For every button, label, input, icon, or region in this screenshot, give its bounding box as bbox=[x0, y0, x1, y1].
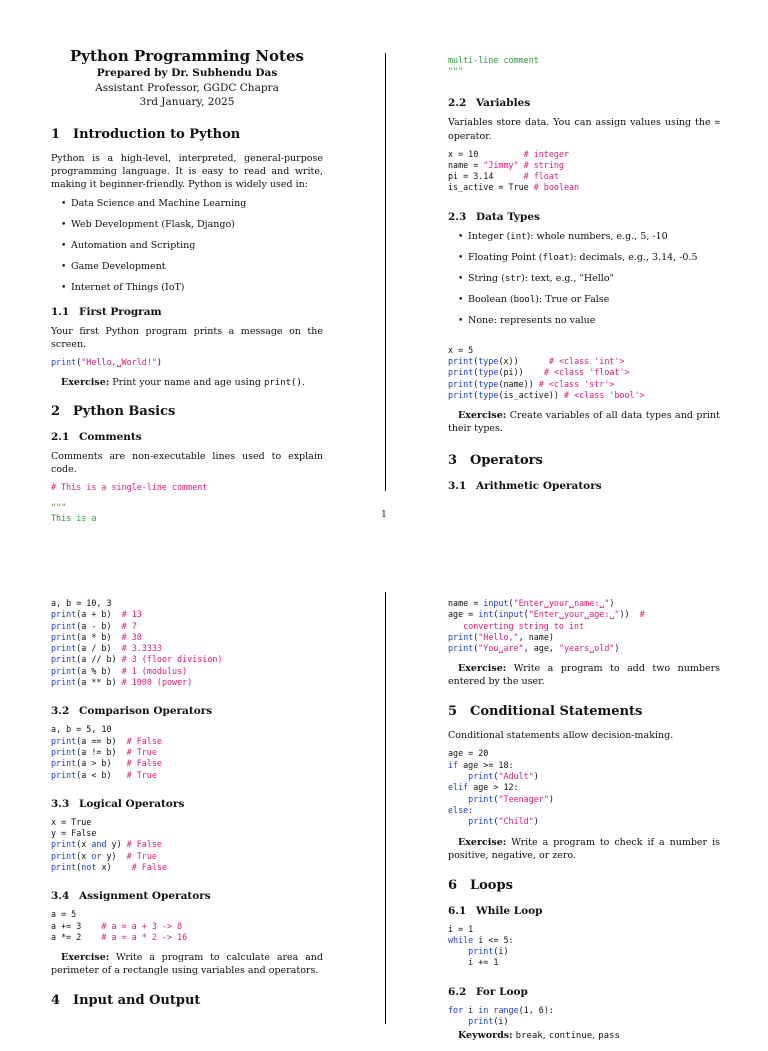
exercise-text: Print your name and age using bbox=[112, 377, 261, 389]
code-token: (x bbox=[76, 850, 92, 861]
arithmetic-code bbox=[51, 598, 323, 688]
code-token: # 1 (modulus) bbox=[121, 665, 188, 676]
code-token: x = 10 bbox=[448, 148, 524, 159]
document-title: Python Programming Notes bbox=[70, 47, 304, 65]
exercise-label: Exercise: bbox=[61, 952, 110, 964]
data-type-code: float bbox=[542, 252, 570, 263]
code-token: print bbox=[468, 1016, 494, 1027]
logical-code bbox=[51, 817, 323, 873]
code-token: print bbox=[448, 356, 474, 367]
code-token: ( bbox=[473, 378, 479, 389]
code-token: not bbox=[81, 862, 97, 873]
page2-left-column bbox=[51, 596, 323, 1018]
code-token: (a < b) bbox=[76, 769, 127, 780]
subsection-title: For Loop bbox=[476, 985, 528, 998]
code-token: # bbox=[639, 609, 645, 620]
code-token: print bbox=[448, 389, 474, 400]
code-token: ) bbox=[609, 598, 615, 608]
code-token: elif bbox=[448, 782, 469, 793]
section-title: Python Basics bbox=[73, 404, 176, 420]
code-token: x) bbox=[96, 862, 132, 873]
section-title: Introduction to Python bbox=[73, 127, 241, 142]
multi-line-comment-code-end bbox=[448, 55, 720, 78]
exercise-end: . bbox=[301, 377, 305, 389]
code-token: ) bbox=[548, 793, 554, 804]
exercise-2 bbox=[448, 409, 720, 435]
assignment-operator: = bbox=[714, 117, 720, 128]
code-token: print bbox=[51, 862, 77, 873]
code-token: pi = 3.14 bbox=[448, 171, 524, 182]
code-token: # float bbox=[523, 171, 559, 182]
code-token: i bbox=[463, 1004, 479, 1015]
section-number: 2 bbox=[51, 404, 61, 420]
subsection-number: 2.1 bbox=[51, 431, 70, 444]
keywords-label: Keywords: bbox=[458, 1030, 513, 1042]
code-token: print bbox=[468, 771, 494, 782]
subsection-heading-variables bbox=[448, 96, 720, 110]
code-token: (pi)) bbox=[498, 367, 544, 378]
code-token: # <class 'int'> bbox=[548, 356, 625, 367]
code-token: ) bbox=[614, 643, 620, 654]
comments-paragraph: Comments are non-executable lines used to explain code. bbox=[51, 451, 323, 476]
code-token bbox=[448, 1016, 468, 1026]
list-item: • Automation and Scripting bbox=[61, 239, 323, 253]
code-token: "Jimmy" bbox=[483, 159, 519, 170]
exercise-1 bbox=[51, 376, 323, 390]
code-token: ( bbox=[508, 598, 514, 608]
section-heading-loops bbox=[448, 878, 720, 894]
variables-text-end: operator. bbox=[448, 130, 492, 142]
code-token: a *= 2 bbox=[51, 931, 102, 942]
section-title: Loops bbox=[470, 877, 513, 893]
code-token: This is a bbox=[51, 512, 97, 523]
code-token: (a % b) bbox=[76, 665, 122, 676]
subsection-title: Variables bbox=[476, 96, 531, 109]
code-token: print bbox=[51, 769, 77, 780]
code-token: ( bbox=[493, 771, 499, 782]
subsection-title: Comments bbox=[79, 431, 142, 444]
code-token: (name)) bbox=[498, 378, 539, 389]
code-token: print bbox=[51, 654, 77, 665]
code-token: (a / b) bbox=[76, 643, 122, 654]
code-token bbox=[448, 794, 468, 804]
code-token: (a * b) bbox=[76, 631, 122, 642]
subsection-heading-data-types bbox=[448, 210, 720, 224]
code-token: # False bbox=[126, 735, 162, 746]
code-token: (i) bbox=[493, 1016, 509, 1027]
exercise-text: Write a program to calculate area and perimeter of a rectangle using variables and operators. bbox=[51, 952, 323, 977]
subsection-title: While Loop bbox=[476, 904, 543, 917]
list-item: • Data Science and Machine Learning bbox=[61, 197, 323, 211]
code-token: type bbox=[478, 378, 499, 389]
code-token: ( bbox=[473, 631, 479, 642]
code-token: # 1000 (power) bbox=[121, 677, 193, 688]
section-number: 5 bbox=[448, 704, 458, 720]
subsection-heading-assignment-operators bbox=[51, 889, 323, 903]
data-type-code: int bbox=[510, 231, 527, 242]
code-token: # 30 bbox=[121, 631, 142, 642]
first-program-paragraph: Your first Python program prints a message on the screen. bbox=[51, 326, 323, 350]
subsection-heading-while-loop bbox=[448, 904, 720, 918]
code-token: type bbox=[478, 356, 499, 367]
code-token: # a = a + 3 -> 8 bbox=[101, 920, 183, 931]
code-token: multi-line comment bbox=[448, 55, 539, 65]
section-title: Input and Output bbox=[73, 993, 201, 1009]
code-token: i <= 5: bbox=[473, 934, 514, 945]
keyword-separator: , bbox=[592, 1030, 599, 1042]
code-token: ( bbox=[76, 357, 82, 367]
variables-text-start: Variables store data. You can assign values using the bbox=[448, 116, 711, 128]
code-token: ) bbox=[156, 357, 162, 367]
code-token: input bbox=[483, 598, 509, 608]
document-date: 3rd January, 2025 bbox=[139, 96, 235, 108]
code-token: input bbox=[498, 609, 524, 620]
exercise-4 bbox=[448, 662, 720, 688]
code-token: type bbox=[478, 389, 499, 400]
code-token: # True bbox=[126, 769, 157, 780]
code-token: # 3.3333 bbox=[121, 643, 162, 654]
exercise-text: Write a program to add two numbers entered by the user. bbox=[448, 663, 720, 688]
code-token: "Hello," bbox=[478, 631, 519, 642]
section-number: 1 bbox=[51, 127, 61, 142]
while-loop-code bbox=[448, 924, 720, 969]
code-token: "Enter␣your␣age:␣" bbox=[528, 609, 620, 620]
code-token: "You␣are" bbox=[478, 643, 524, 654]
code-token: ( bbox=[473, 356, 479, 367]
subsection-number: 2.3 bbox=[448, 210, 467, 223]
code-token: (a + b) bbox=[76, 609, 122, 620]
subsection-title: Assignment Operators bbox=[79, 890, 211, 903]
code-token: "Adult" bbox=[498, 771, 534, 782]
document-affiliation: Assistant Professor, GGDC Chapra bbox=[95, 82, 279, 94]
code-token: # <class 'float'> bbox=[543, 367, 630, 378]
title-block bbox=[51, 46, 323, 109]
page2-right-column bbox=[448, 596, 720, 1051]
data-type-desc: ): whole numbers, e.g., 5, -10 bbox=[526, 230, 668, 242]
code-token: range bbox=[493, 1004, 519, 1015]
section-number: 6 bbox=[448, 877, 458, 893]
code-token: ) bbox=[533, 771, 539, 782]
data-type-text: None: represents no value bbox=[468, 314, 596, 326]
code-token: print bbox=[51, 665, 77, 676]
assignment-code bbox=[51, 909, 323, 943]
code-token: (a // b) bbox=[76, 654, 122, 665]
code-token: type bbox=[478, 367, 499, 378]
uses-list bbox=[51, 197, 323, 295]
code-token: # integer bbox=[523, 148, 570, 159]
code-token: (a > b) bbox=[76, 758, 127, 769]
code-token: ( bbox=[473, 643, 479, 654]
code-token: ( bbox=[493, 793, 499, 804]
conditional-code bbox=[448, 748, 720, 827]
subsection-number: 3.3 bbox=[51, 797, 70, 810]
code-token: print bbox=[448, 643, 474, 654]
exercise-5 bbox=[448, 836, 720, 862]
exercise-label: Exercise: bbox=[458, 663, 507, 675]
code-token: ( bbox=[473, 367, 479, 378]
subsection-title: Arithmetic Operators bbox=[476, 480, 602, 493]
code-token: ( bbox=[473, 389, 479, 400]
code-token: a, b = 5, 10 bbox=[51, 724, 112, 735]
page1-right-column bbox=[448, 53, 720, 499]
subsection-heading-first-program bbox=[51, 305, 323, 319]
code-token: i += 1 bbox=[448, 957, 499, 968]
section-heading-introduction bbox=[51, 127, 323, 143]
code-token: print bbox=[51, 746, 77, 757]
code-token: "Enter␣your␣name:␣" bbox=[513, 598, 610, 608]
code-token: ( bbox=[493, 609, 499, 620]
code-token: (a ** b) bbox=[76, 677, 122, 688]
code-token: """ bbox=[51, 501, 67, 512]
data-type-desc: ): True or False bbox=[535, 293, 610, 305]
list-item: • Internet of Things (IoT) bbox=[61, 281, 323, 295]
code-token: # False bbox=[126, 839, 162, 850]
code-token: print bbox=[51, 735, 77, 746]
code-token: ( bbox=[76, 862, 82, 873]
subsection-title: Data Types bbox=[476, 210, 540, 223]
subsection-number: 2.2 bbox=[448, 96, 467, 109]
code-token: # False bbox=[131, 862, 167, 873]
code-token: print bbox=[448, 367, 474, 378]
data-type-item bbox=[458, 293, 720, 307]
code-token: age >= 18: bbox=[458, 759, 514, 770]
code-token: (is_active)) bbox=[498, 389, 564, 400]
code-token: ) bbox=[533, 816, 539, 827]
code-token: "Teenager" bbox=[498, 793, 549, 804]
data-type-item bbox=[458, 272, 720, 286]
code-token: print bbox=[51, 850, 77, 861]
data-type-desc: ): text, e.g., "Hello" bbox=[521, 272, 614, 284]
subsection-number: 3.4 bbox=[51, 890, 70, 903]
code-token: # False bbox=[126, 758, 162, 769]
document-author: Prepared by Dr. Subhendu Das bbox=[96, 67, 278, 79]
code-token: (x)) bbox=[498, 356, 549, 367]
code-token: , age, bbox=[523, 643, 559, 654]
code-token: print bbox=[448, 631, 474, 642]
subsection-heading-arithmetic-operators bbox=[448, 479, 720, 493]
code-token: # True bbox=[126, 746, 157, 757]
input-output-code bbox=[448, 598, 720, 654]
code-token: # boolean bbox=[533, 182, 580, 193]
code-token: in bbox=[478, 1004, 489, 1015]
exercise-label: Exercise: bbox=[61, 377, 110, 389]
code-token: "Child" bbox=[498, 816, 534, 827]
code-token: # True bbox=[126, 850, 157, 861]
code-token: "Hello,␣World!" bbox=[81, 357, 157, 367]
code-token: print bbox=[468, 793, 494, 804]
code-token: name = bbox=[448, 598, 484, 608]
single-line-comment-code bbox=[51, 482, 323, 493]
code-token: print bbox=[51, 609, 77, 620]
code-token: # string bbox=[523, 159, 564, 170]
code-token bbox=[448, 771, 468, 781]
code-token: ( bbox=[523, 609, 529, 620]
code-token: age = bbox=[448, 609, 479, 620]
section-number: 3 bbox=[448, 453, 458, 469]
data-type-text: Integer ( bbox=[468, 230, 511, 242]
conditional-paragraph: Conditional statements allow decision-making. bbox=[448, 730, 674, 742]
subsection-heading-logical-operators bbox=[51, 797, 323, 811]
list-item: • Game Development bbox=[61, 260, 323, 274]
data-type-text: String ( bbox=[468, 272, 505, 284]
code-token: if bbox=[448, 759, 459, 770]
code-token: (a - b) bbox=[76, 620, 122, 631]
code-token: else bbox=[448, 804, 469, 815]
column-divider bbox=[385, 53, 386, 491]
keyword-pass: pass bbox=[598, 1031, 620, 1042]
subsection-heading-for-loop bbox=[448, 985, 720, 999]
code-token: i = 1 bbox=[448, 923, 474, 934]
subsection-number: 6.1 bbox=[448, 904, 467, 917]
data-type-code: bool bbox=[513, 294, 536, 305]
code-token: # 3 (floor division) bbox=[121, 654, 223, 665]
code-token: for bbox=[448, 1004, 464, 1015]
exercise-3 bbox=[51, 951, 323, 977]
code-token: (i) bbox=[493, 946, 509, 957]
code-token: and bbox=[91, 839, 107, 850]
code-token: (a != b) bbox=[76, 746, 127, 757]
code-token: (x bbox=[76, 839, 92, 850]
subsection-number: 3.2 bbox=[51, 705, 70, 718]
variables-paragraph bbox=[448, 116, 720, 143]
section-number: 4 bbox=[51, 993, 61, 1009]
code-token: int bbox=[478, 609, 494, 620]
code-token: age = 20 bbox=[448, 748, 489, 759]
data-type-text: Boolean ( bbox=[468, 293, 514, 305]
keyword-break: break bbox=[515, 1031, 543, 1042]
subsection-number: 6.2 bbox=[448, 985, 467, 998]
subsection-number: 1.1 bbox=[51, 306, 70, 318]
exercise-text: Write a program to check if a number is positive, negative, or zero. bbox=[448, 836, 720, 861]
first-program-code bbox=[51, 357, 323, 368]
exercise-label: Exercise: bbox=[458, 836, 507, 848]
subsection-title: Logical Operators bbox=[79, 797, 185, 810]
data-type-desc: ): decimals, e.g., 3.14, -0.5 bbox=[569, 251, 698, 263]
exercise-text: Create variables of all data types and print their types. bbox=[448, 410, 720, 435]
code-token: # <class 'str'> bbox=[538, 378, 615, 389]
exercise-label: Exercise: bbox=[458, 410, 507, 422]
code-token: name = bbox=[448, 159, 484, 170]
code-token: # This is a single-line comment bbox=[51, 482, 208, 493]
code-token: "years␣old" bbox=[558, 643, 615, 654]
subsection-heading-comments bbox=[51, 430, 323, 444]
subsection-number: 3.1 bbox=[448, 480, 467, 493]
data-type-item bbox=[458, 251, 720, 265]
variables-code bbox=[448, 149, 720, 194]
section-heading-conditional-statements bbox=[448, 704, 720, 720]
section-title: Conditional Statements bbox=[470, 704, 643, 720]
code-token: y) bbox=[101, 850, 127, 861]
code-token: (1, 6): bbox=[518, 1004, 554, 1015]
code-token: # 7 bbox=[121, 620, 137, 631]
section-heading-input-output bbox=[51, 993, 323, 1009]
exercise-inline-code: print() bbox=[263, 378, 302, 389]
page1-left-column bbox=[51, 46, 323, 532]
code-token: or bbox=[91, 850, 102, 861]
code-token: # 13 bbox=[121, 609, 142, 620]
code-token: a, b = 10, 3 bbox=[51, 598, 112, 608]
code-token: : bbox=[468, 804, 474, 815]
code-token: print bbox=[51, 839, 77, 850]
code-token: print bbox=[51, 677, 77, 688]
code-token: """ bbox=[448, 66, 464, 77]
code-token: , name) bbox=[518, 631, 554, 642]
code-token: age > 12: bbox=[468, 782, 519, 793]
code-token: # a = a * 2 -> 16 bbox=[101, 931, 188, 942]
section-heading-python-basics bbox=[51, 404, 323, 420]
subsection-heading-comparison-operators bbox=[51, 704, 323, 718]
code-token: is_active = True bbox=[448, 182, 534, 193]
code-token bbox=[448, 946, 468, 956]
data-type-text: Floating Point ( bbox=[468, 251, 543, 263]
code-token: print bbox=[468, 946, 494, 957]
data-type-item bbox=[458, 230, 720, 244]
code-token: print bbox=[51, 758, 77, 769]
code-token: print bbox=[51, 357, 77, 367]
code-token: print bbox=[468, 816, 494, 827]
code-token: a += 3 bbox=[51, 920, 102, 931]
code-token: print bbox=[51, 631, 77, 642]
code-token: while bbox=[448, 934, 474, 945]
code-token: ( bbox=[493, 816, 499, 827]
code-token: # <class 'bool'> bbox=[564, 389, 645, 400]
type-check-code bbox=[448, 345, 720, 401]
code-token bbox=[448, 816, 468, 826]
code-token: (a == b) bbox=[76, 735, 127, 746]
section-title: Operators bbox=[470, 453, 543, 469]
page-number: 1 bbox=[381, 510, 387, 520]
code-token: )) bbox=[619, 609, 640, 620]
code-token: print bbox=[51, 620, 77, 631]
code-token: print bbox=[51, 643, 77, 654]
code-token: a = 5 bbox=[51, 909, 77, 920]
subsection-title: First Program bbox=[79, 306, 162, 318]
subsection-title: Comparison Operators bbox=[79, 705, 213, 718]
section-heading-operators bbox=[448, 453, 720, 469]
data-type-code: str bbox=[504, 273, 522, 284]
list-item: • Web Development (Flask, Django) bbox=[61, 218, 323, 232]
keywords-line bbox=[448, 1029, 720, 1043]
column-divider bbox=[385, 592, 386, 1024]
data-type-item bbox=[458, 314, 720, 328]
keyword-continue: continue bbox=[548, 1031, 593, 1042]
keyword-separator: , bbox=[542, 1030, 549, 1042]
comparison-code bbox=[51, 724, 323, 780]
code-token: x = True bbox=[51, 816, 92, 827]
code-token: x = 5 bbox=[448, 344, 474, 355]
data-types-list bbox=[448, 230, 720, 328]
code-token: y) bbox=[106, 839, 127, 850]
code-token: y = False bbox=[51, 828, 97, 839]
code-token: print bbox=[448, 378, 474, 389]
code-token: converting string to int bbox=[448, 620, 585, 631]
intro-paragraph: Python is a high-level, interpreted, general-purpose programming language. It is easy to read and write, making it beginner-friendly. Python is widely used in: bbox=[51, 153, 323, 190]
